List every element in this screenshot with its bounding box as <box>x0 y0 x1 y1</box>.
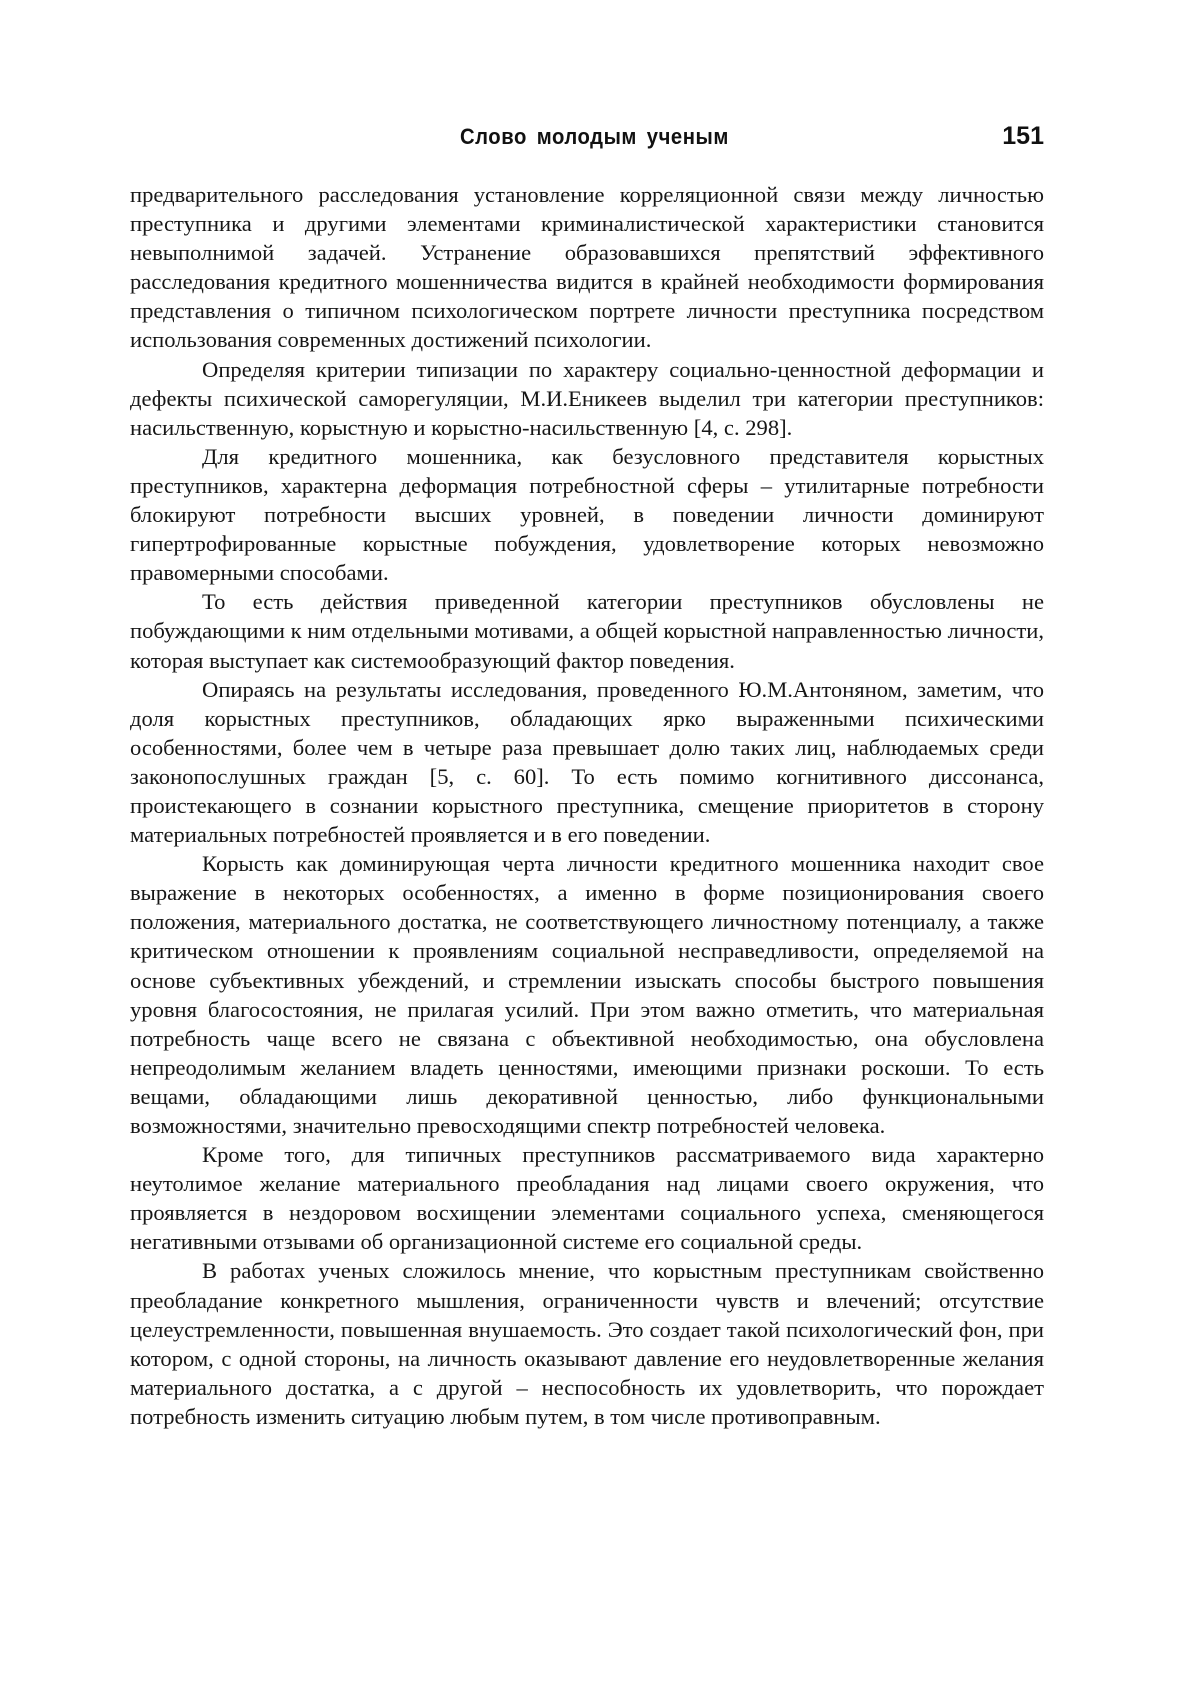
paragraph: Опираясь на результаты исследования, проведенного Ю.М.Антоняном, заметим, что доля корыстных преступников, обладающих ярко выраженными психическими особенностями, более чем в четыре раза превышает долю таких лиц, наблюдаемых среди законопослушных граждан [5, с. 60]. То есть помимо когнитивного диссонанса, проистекающего в сознании корыстного преступника, смещение приоритетов в сторону материальных потребностей проявляется и в его поведении. <box>130 676 1044 848</box>
paragraph: Кроме того, для типичных преступников рассматриваемого вида характерно неутолимое желание материального преобладания над лицами своего окружения, что проявляется в нездоровом восхищении элементами социального успеха, сменяющегося негативными отзывами об организационной системе его социальной среды. <box>130 1142 1044 1255</box>
section-title: Слово молодым ученым <box>460 124 729 149</box>
paragraph: Корысть как доминирующая черта личности кредитного мошенника находит свое выражение в некоторых особенностях, а именно в форме позиционирования своего положения, материального достатка, не соответствующего личностному потенциалу, а также критическом отношении к проявлениям социальной несправедливости, определяемой на основе субъективных убеждений, и стремлении изыскать способы быстрого повышения уровня благосостояния, не прилагая усилий. При этом важно отметить, что материальная потребность чаще всего не связана с объективной необходимостью, она обусловлена непреодолимым желанием владеть ценностями, имеющими признаки роскоши. То есть вещами, обладающими лишь декоративной ценностью, либо функциональными возможностями, значительно превосходящими спектр потребностей человека. <box>130 851 1044 1138</box>
page-number: 151 <box>1002 122 1044 150</box>
paragraph: В работах ученых сложилось мнение, что корыстным преступникам свойственно преобладание конкретного мышления, ограниченности чувств и влечений; отсутствие целеустремленности, повышенная внушаемость. Это создает такой психологический фон, при котором, с одной стороны, на личность оказывают давление его неудовлетворенные желания материального достатка, а с другой – неспособность их удовлетворить, что порождает потребность изменить ситуацию любым путем, в том числе противоправным. <box>130 1258 1044 1429</box>
paragraph: То есть действия приведенной категории преступников обусловлены не побуждающими к ним отдельными мотивами, а общей корыстной направленностью личности, которая выступает как системообразующий фактор поведения. <box>130 589 1044 673</box>
paragraph: Для кредитного мошенника, как безусловного представителя корыстных преступников, характерна деформация потребностной сферы – утилитарные потребности блокируют потребности высших уровней, в поведении личности доминируют гипертрофированные корыстные побуждения, удовлетворение которых невозможно правомерными способами. <box>130 443 1044 586</box>
paragraph: Определяя критерии типизации по характеру социально-ценностной деформации и дефекты психической саморегуляции, М.И.Еникеев выделил три категории преступников: насильственную, корыстную и корыстно-насильственную [4, с. 298]. <box>130 356 1044 440</box>
article-body <box>130 180 1044 1431</box>
paragraph-continued: предварительного расследования установление корреляционной связи между личностью преступника и другими элементами криминалистической характеристики становится невыполнимой задачей. Устранение образовавшихся препятствий эффективного расследования кредитного мошенничества видится в крайней необходимости формирования представления о типичном психологическом портрете личности преступника посредством использования современных достижений психологии. <box>130 182 1044 353</box>
running-header <box>130 124 1044 158</box>
